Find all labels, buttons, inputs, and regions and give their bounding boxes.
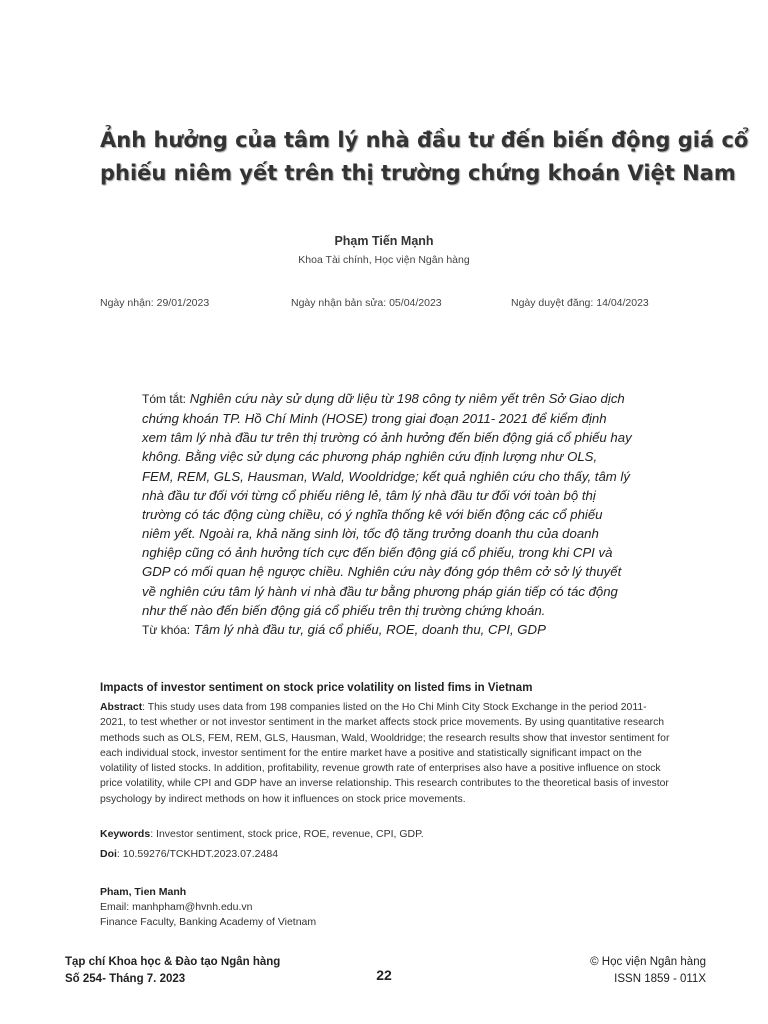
english-abstract-label: Abstract [100, 702, 143, 713]
english-abstract [100, 700, 670, 807]
vn-keywords-label: Từ khóa: [142, 622, 191, 637]
author-affiliation: Khoa Tài chính, Học viện Ngân hàng [298, 254, 470, 266]
contact-email[interactable]: Email: manhpham@hvnh.edu.vn [100, 901, 253, 913]
article-title-line-2: phiếu niêm yết trên thị trường chứng khoán Việt Nam [100, 161, 736, 185]
date-revised: Ngày nhận bản sửa: 05/04/2023 [291, 297, 442, 309]
contact-faculty: Finance Faculty, Banking Academy of Vietnam [100, 916, 317, 928]
footer-journal-name: Tạp chí Khoa học & Đào tạo Ngân hàng [65, 956, 281, 968]
author-contact [100, 885, 316, 930]
footer-publisher [590, 954, 706, 988]
article-title-line-1: Ảnh hưởng của tâm lý nhà đầu tư đến biến động giá cổ [100, 128, 749, 152]
doi-link[interactable]: : 10.59276/TCKHDT.2023.07.2484 [116, 848, 279, 860]
page-number: 22 [376, 967, 392, 983]
english-keywords-label: Keywords [100, 828, 151, 840]
vn-abstract-text: Nghiên cứu này sử dụng dữ liệu từ 198 công ty niêm yết trên Sở Giao dịch chứng khoán TP. Hồ Chí Minh (HOSE) trong giai đoạn 2011- 2021 để kiểm định xem tâm lý nhà đầu tư trên thị trường có ảnh hưởng đến biến động giá cổ phiếu hay không. Bằng việc sử dụng các phương pháp nghiên cứu định lượng như OLS, FEM, REM, GLS, Hausman, Wald, Wooldridge; kết quả nghiên cứu cho thấy, tâm lý nhà đầu tư đối với từng cổ phiếu riêng lẻ, tâm lý nhà đầu tư đối với toàn bộ thị trường có tác động cùng chiều, có ý nghĩa thống kê với biến động các cổ phiếu niêm yết. Ngoài ra, khả năng sinh lời, tốc độ tăng trưởng doanh thu của doanh nghiệp cũng có ảnh hưởng tích cực đến biến động giá cổ phiếu, trong khi CPI và GDP có mối quan hệ ngược chiều. Nghiên cứu này đóng góp thêm cở sở lý thuyết về nghiên cứu tâm lý hành vi nhà đầu tư bằng phương pháp gián tiếp có tác động như thế nào đến biến động giá cổ phiếu trên thị trường chứng khoán. [142, 391, 632, 618]
doi [100, 848, 278, 860]
footer-copyright: © Học viện Ngân hàng [590, 956, 706, 968]
vn-keywords-text: Tâm lý nhà đầu tư, giá cổ phiếu, ROE, doanh thu, CPI, GDP [193, 621, 546, 637]
english-title: Impacts of investor sentiment on stock price volatility on listed fims in Vietnam [100, 682, 533, 694]
contact-name: Pham, Tien Manh [100, 886, 187, 898]
author-name: Phạm Tiến Mạnh [334, 234, 434, 248]
english-keywords-text: : Investor sentiment, stock price, ROE, revenue, CPI, GDP. [150, 828, 424, 840]
vn-abstract-label: Tóm tắt: [142, 392, 187, 406]
vn-abstract [142, 389, 632, 640]
doi-label: Doi [100, 848, 117, 860]
english-keywords [100, 828, 424, 840]
article-title [100, 124, 749, 190]
footer-issn: ISSN 1859 - 011X [614, 973, 706, 985]
footer-issue: Số 254- Tháng 7. 2023 [65, 973, 186, 985]
date-received: Ngày nhận: 29/01/2023 [100, 297, 210, 309]
english-abstract-text: : This study uses data from 198 companies listed on the Ho Chi Minh City Stock Exchange in the period 2011-2021, to test whether or not investor sentiment in the market affects stock price movements. By using quantitative research methods such as OLS, FEM, REM, GLS, Hausman, Wald, Wooldridge; the research results show that investor sentiment for each individual stock, investor sentiment for the entire market have a positive and statistically significant impact on the volatility of listed stocks. In addition, profitability, revenue growth rate of enterprises also have a positive influence on stock price volatility, while CPI and GDP have an inverse relationship. This research contributes to the theoretical basis of investor psychology by indirect methods on how it influences on stock price movements. [100, 702, 670, 805]
date-accepted: Ngày duyệt đăng: 14/04/2023 [511, 297, 649, 309]
